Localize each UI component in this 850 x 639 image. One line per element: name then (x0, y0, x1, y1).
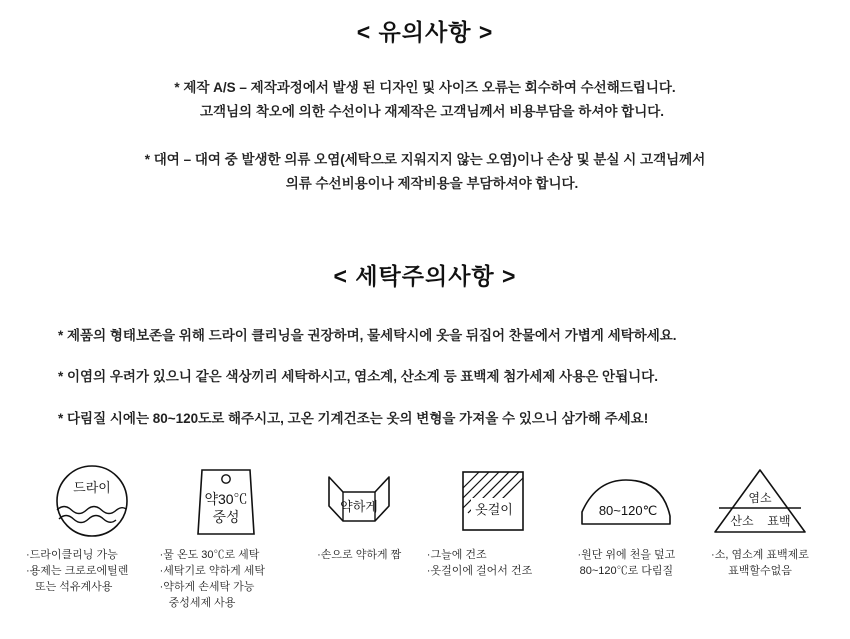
care-symbol-wash-30c (160, 462, 292, 612)
iron-caption (560, 548, 692, 580)
notice-paragraph-1-line-1: * 제작 A/S – 제작과정에서 발생 된 디자인 및 사이즈 오류는 회수하여 수선해드립니다. (174, 80, 676, 95)
washing-instruction-1: * 제품의 형태보존을 위해 드라이 클리닝을 권장하며, 물세탁시에 옷을 뒤집어 찬물에서 가볍게 세탁하세요. (58, 328, 677, 343)
svg-text:표백: 표백 (767, 514, 791, 528)
washing-section-title: < 세탁주의사항 > (333, 263, 517, 289)
svg-text:산소: 산소 (730, 514, 754, 528)
iron-caption-line-1: ·원단 위에 천을 덮고 (577, 549, 676, 561)
wash-30c-caption (160, 548, 292, 612)
notice-section-title: < 유의사항 > (356, 19, 494, 45)
svg-text:80~120℃: 80~120℃ (599, 503, 658, 518)
svg-text:염소: 염소 (748, 491, 772, 505)
washing-instruction-3: * 다림질 시에는 80~120도로 해주시고, 고온 기계건조는 옷의 변형을 가져올 수 있으니 삼가해 주세요! (58, 410, 649, 426)
care-symbol-no-bleach (694, 462, 826, 580)
shade-dry-caption (427, 548, 559, 580)
care-symbol-iron (560, 462, 692, 580)
no-bleach-caption (694, 548, 826, 580)
notice-paragraph-2-line-1: * 대여 – 대여 중 발생한 의류 오염(세탁으로 지워지지 않는 오염)이나 손상 및 분실 시 고객님께서 (144, 152, 706, 167)
dry-clean-label: 드라이 (73, 480, 111, 495)
shade-hanger-dry-icon (447, 462, 539, 540)
dry-clean-caption (26, 548, 158, 596)
wash-30c-caption-line-1: ·물 온도 30℃로 세탁 (159, 549, 260, 561)
washing-instruction-list (58, 326, 810, 450)
iron-80-120c-icon (566, 462, 686, 540)
wash-30c-caption-line-3: ·약하게 손세탁 가능 (159, 580, 255, 593)
care-symbol-shade-dry (427, 462, 559, 580)
dry-clean-caption-line-1: ·드라이클리닝 가능 (26, 549, 118, 561)
svg-text:약30℃: 약30℃ (204, 491, 248, 507)
svg-text:옷걸이: 옷걸이 (474, 502, 513, 517)
iron-caption-line-2: 80~120℃로 다림질 (579, 564, 674, 577)
notice-paragraph-2 (0, 148, 850, 195)
wash-30c-caption-line-4: 중성세제 사용 (168, 596, 236, 609)
washing-instruction-2: * 이염의 우려가 있으니 같은 색상끼리 세탁하시고, 염소계, 산소계 등 표백제 첨가세제 사용은 안됩니다. (58, 369, 658, 385)
shade-dry-caption-line-2: ·옷걸이에 걸어서 건조 (426, 564, 533, 577)
wring-gentle-caption (293, 548, 425, 564)
no-bleach-caption-line-2: 표백할수없음 (728, 564, 792, 577)
no-bleach-caption-line-1: ·소, 염소계 표백제로 (711, 549, 809, 561)
no-bleach-icon (705, 462, 815, 540)
care-symbols-row (26, 462, 826, 612)
notice-paragraph-1 (0, 76, 850, 123)
svg-text:약하게: 약하게 (340, 499, 379, 514)
wring-gentle-caption-line-1: ·손으로 약하게 짬 (317, 549, 402, 561)
shade-dry-caption-line-1: ·그늘에 건조 (426, 549, 487, 561)
care-symbol-wring-gentle (293, 462, 425, 564)
wash-30c-icon (180, 462, 272, 540)
dry-clean-caption-line-3: 또는 석유계사용 (35, 580, 113, 593)
dry-clean-icon (46, 462, 138, 540)
svg-text:중성: 중성 (212, 509, 240, 525)
wash-30c-caption-line-2: ·세탁기로 약하게 세탁 (159, 564, 266, 577)
dry-clean-caption-line-2: ·용제는 크로로에틸렌 (26, 564, 129, 577)
care-symbol-dry-clean (26, 462, 158, 596)
notice-paragraph-2-line-2: 의류 수선비용이나 제작비용을 부담하셔야 합니다. (285, 175, 579, 191)
hand-wring-gentle-icon (299, 462, 419, 540)
notice-paragraph-1-line-2: 고객님의 착오에 의한 수선이나 재제작은 고객님께서 비용부담을 하셔야 합니다. (199, 103, 665, 119)
